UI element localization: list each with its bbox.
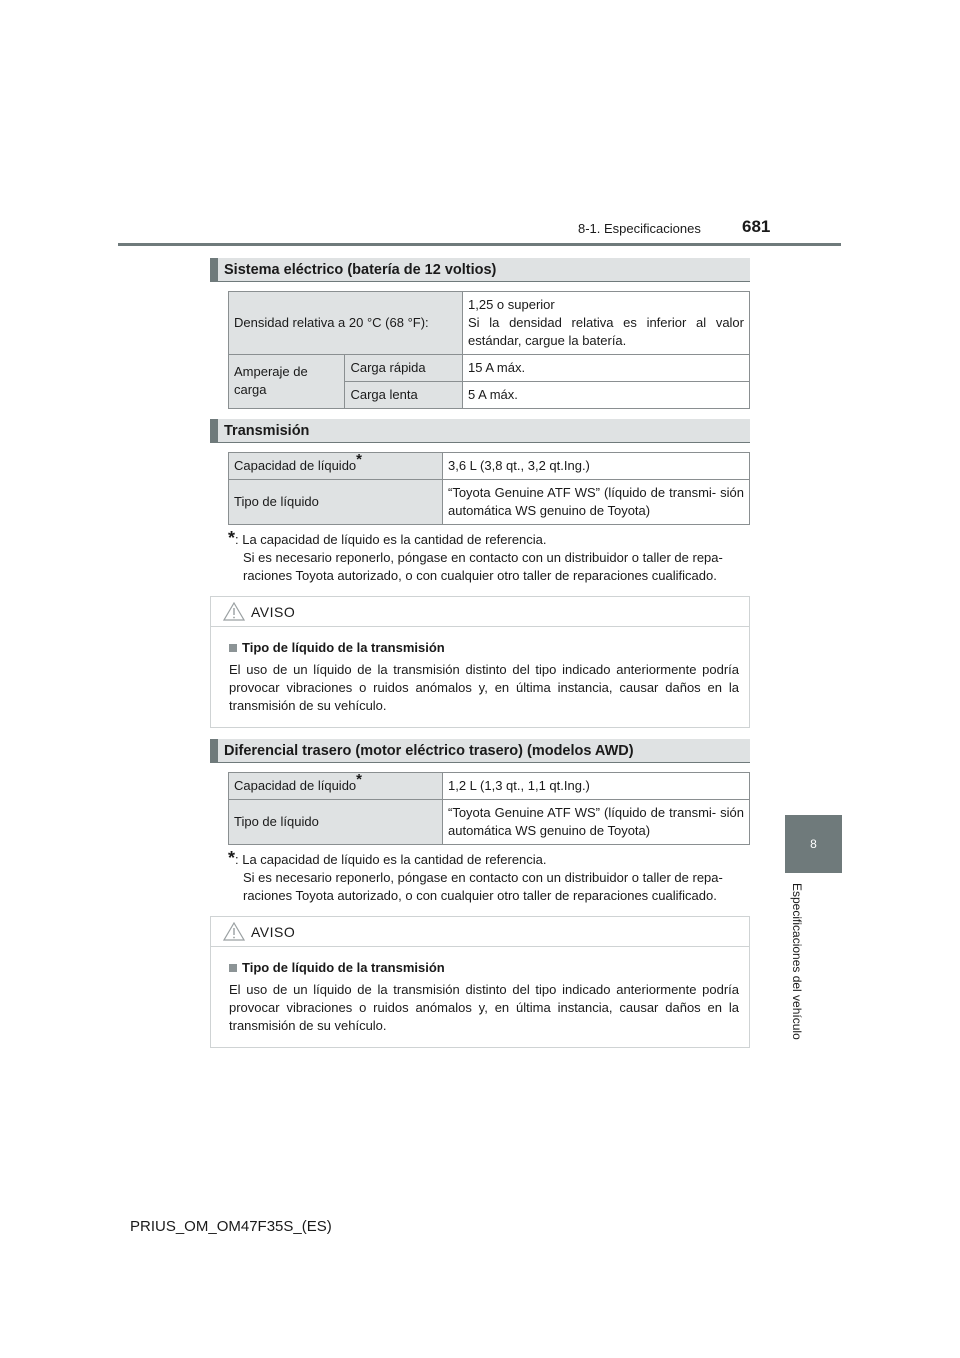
warning-triangle-icon: [223, 602, 245, 621]
page-number: 681: [742, 217, 771, 236]
header-rule: [118, 243, 841, 246]
section-title-rear-differential: Diferencial trasero (motor eléctrico trasero) (modelos AWD): [210, 739, 750, 763]
fast-charge-label: Carga rápida: [345, 355, 463, 382]
warning-text: El uso de un líquido de la transmisión distinto del tipo indicado anteriormente podría provocar vibraciones o ruidos anómalos y, en última instancia, causar daños en la transmisión de su vehículo.: [229, 982, 739, 1033]
footnote-mark: *: [228, 528, 236, 548]
rear-diff-capacity-label: [229, 770, 443, 800]
warning-box-transmission: [210, 596, 750, 728]
footnote-rear-differential: [228, 849, 750, 905]
warning-subtitle: [229, 959, 739, 977]
density-label: Densidad relativa a 20 °C (68 °F):: [229, 292, 463, 355]
slow-charge-label: Carga lenta: [345, 382, 463, 409]
transmission-capacity-value: 3,6 L (3,8 qt., 3,2 qt.Ing.): [443, 453, 750, 480]
warning-header: [211, 917, 749, 947]
document-id: PRIUS_OM_OM47F35S_(ES): [130, 1218, 332, 1235]
footnote-line-1: : La capacidad de líquido es la cantidad de referencia.: [235, 852, 547, 867]
square-bullet-icon: [229, 644, 237, 652]
warning-body: [211, 627, 749, 729]
footnote-line-2: Si es necesario reponerlo, póngase en contacto con un distribuidor o taller de repa- raciones Toyota autorizado, o con cualquier otro taller de reparaciones cualificado.: [243, 550, 723, 583]
electrical-table: [228, 291, 750, 409]
rear-diff-capacity-label-text: Capacidad de líquido: [234, 778, 357, 793]
warning-subtitle: [229, 639, 739, 657]
rear-diff-type-value: “Toyota Genuine ATF WS” (líquido de transmi- sión automática WS genuino de Toyota): [443, 800, 750, 845]
transmission-type-value: “Toyota Genuine ATF WS” (líquido de transmi- sión automática WS genuino de Toyota): [443, 480, 750, 525]
charge-label: Amperaje de carga: [229, 355, 345, 409]
warning-title: AVISO: [251, 923, 296, 940]
density-value: [463, 292, 750, 355]
square-bullet-icon: [229, 964, 237, 972]
rear-diff-type-label: Tipo de líquido: [229, 800, 443, 845]
warning-header: [211, 597, 749, 627]
rear-diff-table: [228, 772, 750, 845]
warning-box-rear-differential: [210, 916, 750, 1048]
transmission-table: [228, 452, 750, 525]
warning-subtitle-text: Tipo de líquido de la transmisión: [242, 640, 445, 655]
footnote-line-1: : La capacidad de líquido es la cantidad de referencia.: [235, 532, 547, 547]
rear-diff-capacity-value: 1,2 L (1,3 qt., 1,1 qt.Ing.): [443, 773, 750, 800]
transmission-type-label: Tipo de líquido: [229, 480, 443, 525]
footnote-line-2: Si es necesario reponerlo, póngase en contacto con un distribuidor o taller de repa- raciones Toyota autorizado, o con cualquier otro taller de reparaciones cualificado.: [243, 870, 723, 903]
chapter-number: 8: [810, 837, 817, 851]
fast-charge-value: 15 A máx.: [463, 355, 750, 382]
density-value-line-2: Si la densidad relativa es inferior al valor estándar, cargue la batería.: [468, 315, 744, 348]
transmission-capacity-label: [229, 450, 443, 480]
footnote-transmission: [228, 529, 750, 585]
chapter-label: Especificaciones del vehículo: [790, 883, 804, 1040]
chapter-tab: [785, 815, 842, 873]
section-breadcrumb: 8-1. Especificaciones: [578, 221, 701, 236]
warning-title: AVISO: [251, 603, 296, 620]
warning-triangle-icon: [223, 922, 245, 941]
warning-text: El uso de un líquido de la transmisión distinto del tipo indicado anteriormente podría provocar vibraciones o ruidos anómalos y, en última instancia, causar daños en la transmisión de su vehículo.: [229, 662, 739, 713]
warning-body: [211, 947, 749, 1049]
asterisk-mark: *: [356, 770, 362, 788]
footnote-mark: *: [228, 848, 236, 868]
density-value-line-1: 1,25 o superior: [468, 297, 555, 312]
section-title-transmission: Transmisión: [210, 419, 750, 443]
slow-charge-value: 5 A máx.: [463, 382, 750, 409]
transmission-capacity-label-text: Capacidad de líquido: [234, 458, 357, 473]
warning-subtitle-text: Tipo de líquido de la transmisión: [242, 960, 445, 975]
asterisk-mark: *: [356, 450, 362, 468]
section-title-electrical: Sistema eléctrico (batería de 12 voltios): [210, 258, 750, 282]
